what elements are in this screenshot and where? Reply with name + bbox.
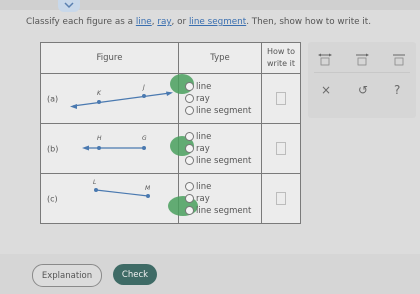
point-label: K	[97, 90, 101, 97]
collapse-toggle[interactable]	[58, 0, 80, 12]
radio-button[interactable]	[185, 206, 194, 215]
option-line-segment[interactable]: line segment	[185, 105, 261, 117]
header-figure: Figure	[41, 43, 179, 74]
type-options	[179, 74, 262, 124]
answer-input[interactable]	[276, 92, 286, 105]
notation-toolbox	[308, 42, 416, 118]
point-label: L	[93, 179, 97, 186]
type-options	[179, 174, 262, 224]
ray-notation-icon[interactable]	[353, 52, 371, 66]
figure-cell	[41, 174, 179, 224]
clear-icon[interactable]: ×	[321, 83, 332, 97]
radio-button[interactable]	[185, 94, 194, 103]
table-row	[41, 74, 301, 124]
answer-input[interactable]	[276, 142, 286, 155]
row-label: (b)	[47, 144, 59, 153]
ray-figure	[41, 124, 178, 173]
radio-button[interactable]	[185, 132, 194, 141]
chevron-down-icon	[63, 2, 75, 10]
point-label: J	[143, 84, 145, 91]
help-icon[interactable]: ?	[394, 83, 401, 97]
radio-button[interactable]	[185, 106, 194, 115]
explanation-button[interactable]: Explanation	[32, 264, 102, 287]
answer-cell	[262, 124, 301, 174]
point-label: M	[145, 185, 151, 192]
undo-icon[interactable]: ↺	[358, 83, 369, 97]
line-segment-link[interactable]: line segment	[188, 17, 247, 27]
option-line[interactable]: line	[185, 81, 261, 93]
radio-button[interactable]	[185, 194, 194, 203]
radio-button[interactable]	[185, 182, 194, 191]
radio-button[interactable]	[185, 156, 194, 165]
point-label: H	[97, 135, 102, 142]
instructions: Classify each figure as a line, ray, or line segment. Then, show how to write it.	[26, 17, 372, 27]
point-label: G	[142, 135, 147, 142]
option-ray[interactable]: ray	[185, 93, 261, 105]
row-label: (a)	[47, 94, 59, 103]
classification-table	[40, 42, 301, 224]
segment-figure	[41, 174, 178, 223]
option-line[interactable]: line	[185, 131, 261, 143]
answer-cell	[262, 74, 301, 124]
option-ray[interactable]: ray	[185, 143, 261, 155]
table-row	[41, 174, 301, 224]
header-type: Type	[179, 43, 262, 74]
toolbox-divider	[314, 72, 410, 73]
line-link[interactable]: line	[135, 17, 152, 27]
line-notation-icon[interactable]	[316, 52, 334, 66]
option-line[interactable]: line	[185, 181, 261, 193]
table-row	[41, 124, 301, 174]
header-how-to-write: How to write it	[262, 43, 301, 74]
answer-input[interactable]	[276, 192, 286, 205]
row-label: (c)	[47, 194, 58, 203]
check-button[interactable]: Check	[113, 264, 157, 285]
segment-notation-icon[interactable]	[390, 52, 408, 66]
answer-cell	[262, 174, 301, 224]
option-line-segment[interactable]: line segment	[185, 155, 261, 167]
ray-link[interactable]: ray	[157, 17, 172, 27]
radio-button[interactable]	[185, 144, 194, 153]
type-options	[179, 124, 262, 174]
figure-cell	[41, 124, 179, 174]
option-line-segment[interactable]: line segment	[185, 205, 261, 217]
option-ray[interactable]: ray	[185, 193, 261, 205]
figure-cell	[41, 74, 179, 124]
radio-button[interactable]	[185, 82, 194, 91]
line-figure	[41, 74, 178, 123]
